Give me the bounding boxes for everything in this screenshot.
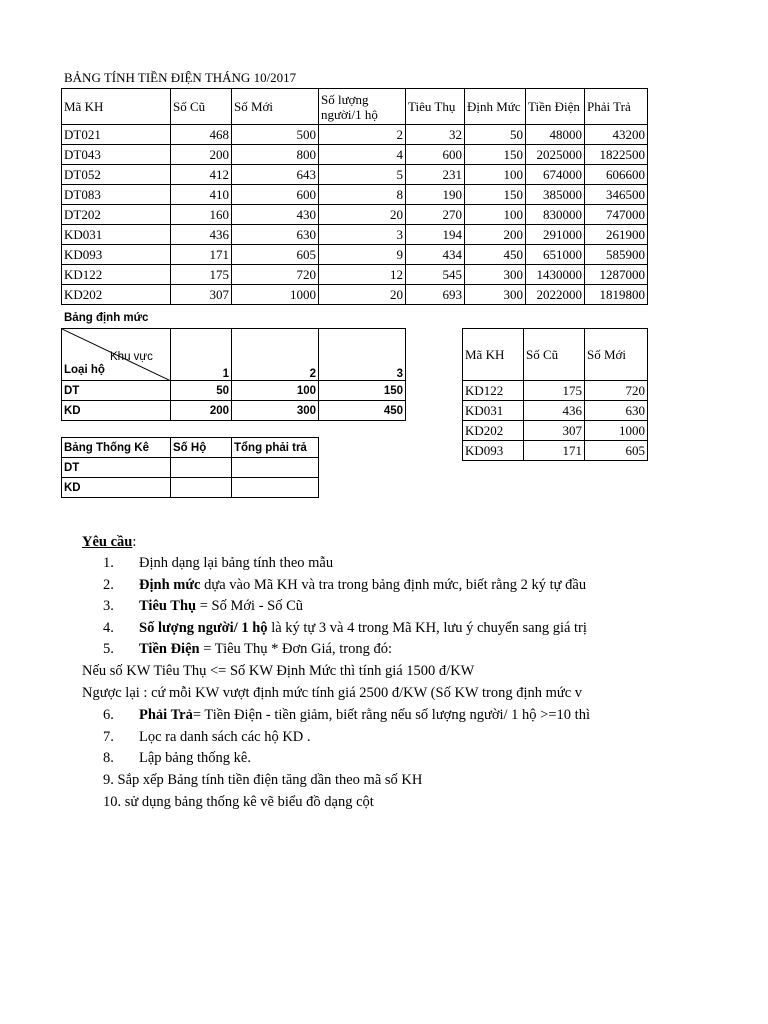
item-text: = Tiêu Thụ * Đơn Giá, trong đó: [199, 641, 392, 658]
column-header: Mã KH [62, 89, 171, 125]
table-cell: 1819800 [585, 285, 648, 305]
table-cell: 585900 [585, 245, 648, 265]
column-header: Số Mới [232, 89, 319, 125]
table-row [463, 421, 648, 441]
table-cell: 674000 [526, 165, 585, 185]
item-text: là ký tự 3 và 4 trong Mã KH, lưu ý chuyển sang giá trị [267, 619, 587, 636]
norm-cell: 100 [232, 381, 319, 401]
table-cell: 412 [171, 165, 232, 185]
norm-table [61, 328, 406, 421]
item-text: dựa vào Mã KH và tra trong bảng định mức, biết rằng 2 ký tự đầu [200, 576, 587, 593]
customer-id-cell: KD122 [463, 381, 524, 401]
table-cell: 651000 [526, 245, 585, 265]
table-cell: 5 [319, 165, 406, 185]
heading-colon: : [132, 534, 137, 550]
item-text-wrap [139, 553, 646, 575]
table-cell: 194 [406, 225, 465, 245]
item-text-wrap [139, 748, 646, 770]
table-cell: 307 [524, 421, 585, 441]
requirements-heading-text: Yêu cầu [82, 534, 133, 550]
customer-id-cell: DT083 [62, 185, 171, 205]
pricing-note-1: Nếu số KW Tiêu Thụ <= Số KW Định Mức thì tính giá 1500 đ/KW [82, 663, 475, 679]
norm-cell: 200 [171, 401, 232, 421]
table-row [62, 205, 648, 225]
table-cell: 291000 [526, 225, 585, 245]
requirement-item [0, 727, 646, 749]
table-header-row [62, 89, 648, 125]
table-cell: 430 [232, 205, 319, 225]
item-number: 2. [103, 576, 114, 593]
corner-bottom-label: Loại hộ [64, 364, 105, 376]
customer-id-cell: DT052 [62, 165, 171, 185]
table-cell: 410 [171, 185, 232, 205]
table-header-row [62, 438, 319, 458]
item-text: Lọc ra danh sách các hộ KD . [139, 728, 311, 745]
table-cell: 1822500 [585, 145, 648, 165]
table-cell: 1000 [585, 421, 648, 441]
item-number: 1. [103, 555, 114, 571]
table-cell: 150 [465, 185, 526, 205]
item-bold-term: Phải Trả [139, 707, 193, 723]
filter-header: Số Mới [585, 329, 648, 381]
customer-id-cell: KD202 [463, 421, 524, 441]
item-text-wrap [139, 727, 646, 749]
table-cell: 545 [406, 265, 465, 285]
table-cell: 434 [406, 245, 465, 265]
requirement-item [0, 553, 646, 575]
item-text: Lập bảng thống kê. [139, 750, 251, 767]
table-cell: 175 [524, 381, 585, 401]
customer-id-cell: DT043 [62, 145, 171, 165]
item-number: 7. [103, 728, 114, 745]
stats-cell [232, 478, 319, 498]
requirement-item [0, 639, 646, 661]
table-cell: 43200 [585, 125, 648, 145]
item-text: = Số Mới - Số Cũ [196, 598, 304, 615]
table-row [463, 381, 648, 401]
item-bold-term: Tiền Điện [139, 641, 200, 658]
customer-id-cell: KD202 [62, 285, 171, 305]
table-cell: 468 [171, 125, 232, 145]
item-text-wrap [139, 639, 646, 661]
item-number: 6. [103, 707, 114, 723]
item-bold-term: Tiêu Thụ [139, 598, 197, 615]
table-row [62, 458, 319, 478]
table-row [62, 145, 648, 165]
table-cell: 200 [171, 145, 232, 165]
table-cell: 4 [319, 145, 406, 165]
table-cell: 100 [465, 165, 526, 185]
item-number: 8. [103, 750, 114, 767]
table-cell: 436 [524, 401, 585, 421]
table-row [62, 125, 648, 145]
electricity-table [61, 88, 648, 305]
stats-row-label: KD [62, 478, 171, 498]
requirement-item-9: 9. Sắp xếp Bảng tính tiền điện tăng dần theo mã số KH [103, 772, 423, 788]
table-cell: 450 [465, 245, 526, 265]
item-text-wrap [139, 705, 646, 727]
item-number: 4. [103, 619, 114, 636]
table-cell: 100 [465, 205, 526, 225]
table-row [463, 441, 648, 461]
norm-row-label: DT [62, 381, 171, 401]
customer-id-cell: KD122 [62, 265, 171, 285]
table-cell: 720 [232, 265, 319, 285]
header-line: Số lượng [321, 91, 369, 107]
table-cell: 606600 [585, 165, 648, 185]
table-cell: 2022000 [526, 285, 585, 305]
table-cell: 2025000 [526, 145, 585, 165]
stats-cell [171, 458, 232, 478]
item-text: Định dạng lại bảng tính theo mẫu [139, 555, 334, 571]
table-cell: 2 [319, 125, 406, 145]
table-cell: 8 [319, 185, 406, 205]
table-cell: 231 [406, 165, 465, 185]
requirements-list-2 [0, 705, 646, 770]
filter-header: Mã KH [463, 329, 524, 381]
table-row [62, 165, 648, 185]
table-cell: 50 [465, 125, 526, 145]
customer-id-cell: DT021 [62, 125, 171, 145]
stats-row-label: DT [62, 458, 171, 478]
requirements-heading [82, 532, 728, 554]
table-cell: 175 [171, 265, 232, 285]
table-row [62, 401, 406, 421]
table-cell: 160 [171, 205, 232, 225]
stats-header: Bảng Thống Kê [62, 438, 171, 458]
norm-col-header: 3 [319, 329, 406, 381]
table-cell: 300 [465, 265, 526, 285]
table-cell: 630 [232, 225, 319, 245]
table-row [62, 381, 406, 401]
table-row [62, 245, 648, 265]
filter-table [462, 328, 648, 461]
requirement-item [0, 618, 646, 640]
table-row [62, 285, 648, 305]
stats-cell [171, 478, 232, 498]
table-cell: 300 [465, 285, 526, 305]
pricing-note-2: Ngược lại : cứ mỗi KW vượt định mức tính giá 2500 đ/KW (Số KW trong định mức v [82, 685, 583, 701]
table-cell: 261900 [585, 225, 648, 245]
column-header: Tiêu Thụ [406, 89, 465, 125]
norm-col-header: 1 [171, 329, 232, 381]
norm-cell: 50 [171, 381, 232, 401]
customer-id-cell: KD031 [62, 225, 171, 245]
table-cell: 643 [232, 165, 319, 185]
requirement-item [0, 575, 646, 597]
table-cell: 605 [232, 245, 319, 265]
norm-cell: 300 [232, 401, 319, 421]
norm-table-title: Bảng định mức [64, 312, 149, 324]
table-cell: 605 [585, 441, 648, 461]
stats-table [61, 437, 319, 498]
table-cell: 20 [319, 205, 406, 225]
customer-id-cell: DT202 [62, 205, 171, 225]
norm-row-label: KD [62, 401, 171, 421]
customer-id-cell: KD031 [463, 401, 524, 421]
item-bold-term: Định mức [139, 576, 201, 593]
requirement-item [0, 596, 646, 618]
customer-id-cell: KD093 [463, 441, 524, 461]
corner-top-label: Khu vực [110, 351, 153, 363]
table-cell: 693 [406, 285, 465, 305]
table-cell: 48000 [526, 125, 585, 145]
norm-col-header: 2 [232, 329, 319, 381]
item-text: = Tiền Điện - tiền giảm, biết rằng nếu số lượng người/ 1 hộ >=10 thì [192, 707, 590, 723]
requirement-item-10: 10. sử dụng bảng thống kê vẽ biểu đồ dạng cột [103, 794, 374, 810]
column-header: Phải Trả [585, 89, 648, 125]
table-cell: 200 [465, 225, 526, 245]
table-cell: 32 [406, 125, 465, 145]
table-cell: 270 [406, 205, 465, 225]
table-cell: 9 [319, 245, 406, 265]
table-cell: 1430000 [526, 265, 585, 285]
table-cell: 600 [406, 145, 465, 165]
table-cell: 150 [465, 145, 526, 165]
requirements-list [0, 553, 646, 661]
item-text-wrap [139, 618, 646, 640]
table-row [62, 478, 319, 498]
table-cell: 1000 [232, 285, 319, 305]
item-number: 5. [103, 641, 114, 658]
header-line: người/1 hộ [321, 106, 378, 122]
requirement-item [0, 705, 646, 727]
column-header [319, 89, 406, 125]
table-row [62, 225, 648, 245]
table-cell: 171 [171, 245, 232, 265]
filter-header: Số Cũ [524, 329, 585, 381]
norm-cell: 150 [319, 381, 406, 401]
table-cell: 800 [232, 145, 319, 165]
table-cell: 830000 [526, 205, 585, 225]
table-row [62, 185, 648, 205]
table-cell: 346500 [585, 185, 648, 205]
main-title: BẢNG TÍNH TIỀN ĐIỆN THÁNG 10/2017 [64, 70, 297, 85]
column-header: Định Mức [465, 89, 526, 125]
stats-header: Số Hộ [171, 438, 232, 458]
table-cell: 747000 [585, 205, 648, 225]
table-cell: 600 [232, 185, 319, 205]
table-row [463, 401, 648, 421]
item-number: 3. [103, 598, 114, 615]
requirement-item [0, 748, 646, 770]
item-text-wrap [139, 575, 646, 597]
table-cell: 500 [232, 125, 319, 145]
table-cell: 3 [319, 225, 406, 245]
table-cell: 385000 [526, 185, 585, 205]
table-cell: 630 [585, 401, 648, 421]
table-cell: 190 [406, 185, 465, 205]
customer-id-cell: KD093 [62, 245, 171, 265]
column-header: Số Cũ [171, 89, 232, 125]
stats-header: Tổng phải trả [232, 438, 319, 458]
column-header: Tiền Điện [526, 89, 585, 125]
item-text-wrap [139, 596, 646, 618]
norm-corner-cell [62, 329, 171, 381]
table-cell: 1287000 [585, 265, 648, 285]
table-cell: 436 [171, 225, 232, 245]
table-cell: 307 [171, 285, 232, 305]
table-cell: 720 [585, 381, 648, 401]
table-header-row [463, 329, 648, 381]
item-bold-term: Số lượng người/ 1 hộ [139, 619, 268, 636]
table-cell: 12 [319, 265, 406, 285]
table-cell: 20 [319, 285, 406, 305]
table-row [62, 265, 648, 285]
stats-cell [232, 458, 319, 478]
norm-cell: 450 [319, 401, 406, 421]
table-cell: 171 [524, 441, 585, 461]
